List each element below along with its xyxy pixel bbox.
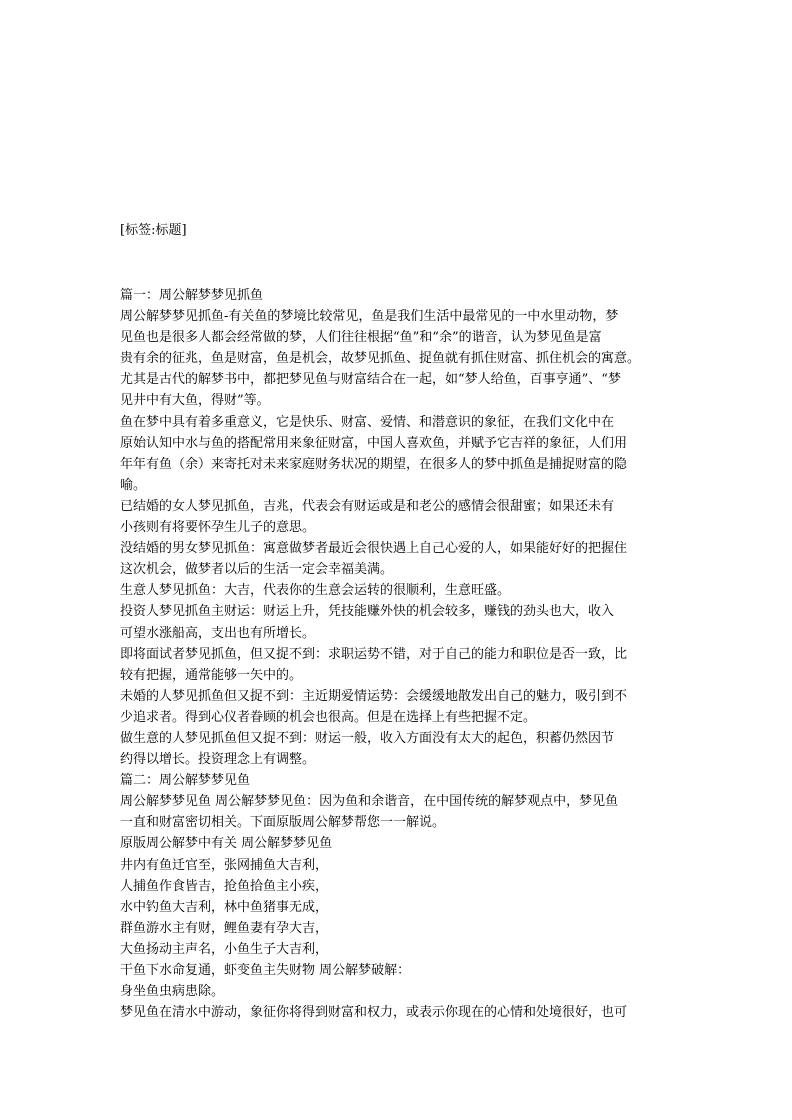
verse-line: 水中钓鱼大吉利，林中鱼猪事无成， — [120, 899, 329, 915]
text-line: 约得以增长。投资理念上有调整。 — [120, 752, 316, 768]
text-line: 年年有鱼（余）来寄托对未来家庭财务状况的期望，在很多人的梦中抓鱼是捕捉财富的隐 — [120, 456, 628, 472]
text-line: 未婚的人梦见抓鱼但又捉不到：主近期爱情运势：会缓缓地散发出自己的魅力，吸引到不 — [120, 688, 628, 704]
text-line: 喻。 — [120, 477, 147, 493]
section-heading: 篇一：周公解梦梦见抓鱼 — [120, 288, 264, 303]
verse-line: 人捕鱼作食皆吉，抢鱼拾鱼主小疾， — [120, 878, 329, 894]
text-line: 一直和财富密切相关。下面原版周公解梦帮您一一解说。 — [120, 815, 446, 831]
text-line: 小孩则有将要怀孕生儿子的意思。 — [120, 520, 316, 536]
verse-line: 大鱼扬动主声名，小鱼生子大吉利， — [120, 941, 329, 957]
section-heading: 篇二：周公解梦梦见鱼 — [120, 773, 251, 789]
text-line: 梦见鱼在清水中游动，象征你将得到财富和权力，或表示你现在的心情和处境很好，也可 — [120, 1005, 628, 1021]
verse-line: 身坐鱼虫病患除。 — [120, 984, 225, 1000]
text-line: 原始认知中水与鱼的搭配常用来象征财富，中国人喜欢鱼，并赋予它吉祥的象征，人们用 — [120, 435, 628, 451]
text-line: 周公解梦梦见抓鱼-有关鱼的梦境比较常见，鱼是我们生活中最常见的一中水里动物，梦 — [120, 309, 619, 325]
verse-line: 干鱼下水命复通，虾变鱼主失财物 周公解梦破解： — [120, 963, 411, 978]
text-line: 见鱼也是很多人都会经常做的梦，人们往往根据“鱼”和“余”的谐音，认为梦见鱼是富 — [120, 330, 602, 346]
verse-line: 群鱼游水主有财，鲤鱼妻有孕大吉， — [120, 920, 329, 936]
text-line: 没结婚的男女梦见抓鱼：寓意做梦者最近会很快遇上自己心爱的人，如果能好好的把握住 — [120, 541, 628, 557]
text-line: 这次机会，做梦者以后的生活一定会幸福美满。 — [120, 562, 394, 578]
tag-label: [标签:标题] — [120, 223, 187, 238]
text-line: 较有把握，通常能够一矢中的。 — [120, 667, 303, 683]
text-line: 原版周公解梦中有关 周公解梦梦见鱼 — [120, 836, 333, 852]
text-line: 即将面试者梦见抓鱼，但又捉不到：求职运势不错，对于自己的能力和职位是否一致，比 — [120, 646, 628, 662]
text-line: 鱼在梦中具有着多重意义，它是快乐、财富、爱情、和潜意识的象征，在我们文化中在 — [120, 414, 615, 430]
text-line: 可望水涨船高，支出也有所增长。 — [120, 625, 316, 641]
text-line: 尤其是古代的解梦书中，都把梦见鱼与财富结合在一起，如“梦人给鱼，百事亨通”、“梦 — [120, 372, 621, 388]
article-body — [120, 285, 676, 1023]
text-line: 生意人梦见抓鱼：大吉，代表你的生意会运转的很顺利，生意旺盛。 — [120, 583, 511, 599]
verse-line: 井内有鱼迁官至，张网捕鱼大吉利， — [120, 857, 329, 873]
text-line: 投资人梦见抓鱼主财运：财运上升，凭技能赚外快的机会较多，赚钱的劲头也大，收入 — [120, 604, 615, 620]
text-line: 做生意的人梦见抓鱼但又捉不到：财运一般，收入方面没有太大的起色，积蓄仍然因节 — [120, 730, 615, 746]
text-line: 贵有余的征兆，鱼是财富，鱼是机会，故梦见抓鱼、捉鱼就有抓住财富、抓住机会的寓意。 — [120, 351, 641, 367]
text-line: 少追求者。得到心仪者眷顾的机会也很高。但是在选择上有些把握不定。 — [120, 709, 537, 725]
text-line: 周公解梦梦见鱼 周公解梦梦见鱼：因为鱼和余谐音，在中国传统的解梦观点中，梦见鱼 — [120, 794, 619, 810]
text-line: 见井中有大鱼，得财”等。 — [120, 393, 270, 409]
text-line: 已结婚的女人梦见抓鱼，吉兆，代表会有财运或是和老公的感情会很甜蜜；如果还未有 — [120, 498, 615, 514]
